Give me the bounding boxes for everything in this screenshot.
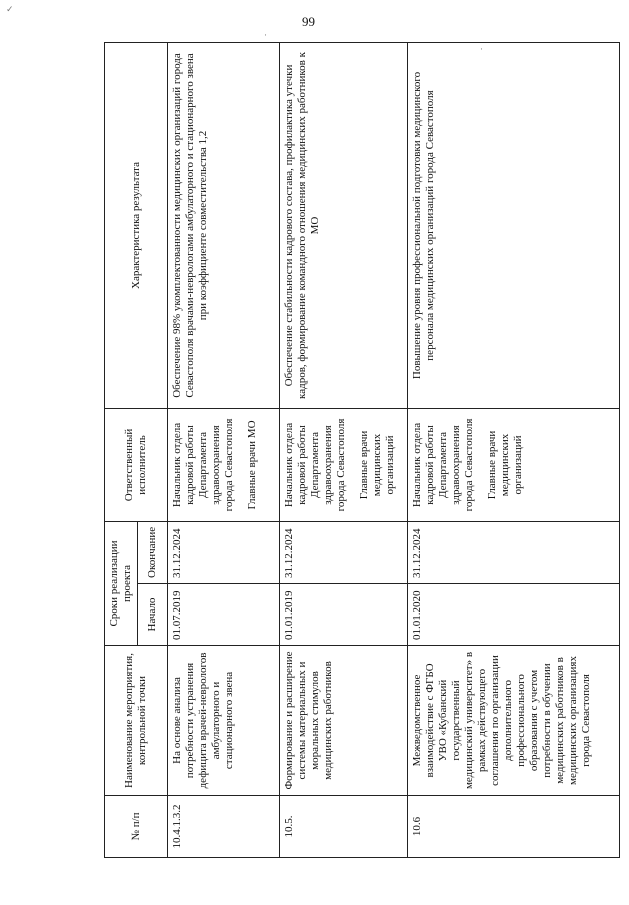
rotated-page-content xyxy=(104,43,614,858)
row-number: 10.6 xyxy=(408,796,620,858)
row-start: 01.07.2019 xyxy=(168,584,280,646)
header-period: Сроки реализации проекта xyxy=(105,521,138,645)
scan-mark: · xyxy=(480,44,483,54)
row-executor-extra: Главные врачи медицинских организаций xyxy=(486,430,524,500)
table-row xyxy=(280,42,408,857)
row-executor-main: Начальник отдела кадровой работы Департамента здравоохранения города Севастополя xyxy=(411,418,475,512)
row-executor xyxy=(408,408,620,521)
table-row xyxy=(168,42,280,857)
row-number: 10.5. xyxy=(280,796,408,858)
header-start: Начало xyxy=(138,584,168,646)
row-start: 01.01.2020 xyxy=(408,584,620,646)
header-executor: Ответственный исполнитель xyxy=(105,408,168,521)
row-executor-extra: Главные врачи МО xyxy=(246,420,258,510)
row-number: 10.4.1.3.2 xyxy=(168,796,280,858)
row-end: 31.12.2024 xyxy=(280,521,408,583)
header-number: № п/п xyxy=(105,796,168,858)
header-result: Характеристика результата xyxy=(105,42,168,408)
table-header-row xyxy=(105,42,138,857)
table-row xyxy=(408,42,620,857)
row-result: Обеспечение 98% укомплектованности медицинских организаций города Севастополя врачами-неврологами амбулаторного и стационарного звена при коэффициенте совместительства 1,2 xyxy=(168,42,280,408)
row-executor xyxy=(280,408,408,521)
scan-mark: ✓ xyxy=(6,4,14,14)
row-start: 01.01.2019 xyxy=(280,584,408,646)
header-end: Окончание xyxy=(138,521,168,583)
project-plan-table xyxy=(104,42,620,858)
row-end: 31.12.2024 xyxy=(168,521,280,583)
row-name: Формирование и расширение системы материальных и моральных стимулов медицинских работников xyxy=(280,646,408,796)
row-executor-extra: Главные врачи медицинских организаций xyxy=(358,430,396,500)
row-executor xyxy=(168,408,280,521)
page-number: 99 xyxy=(302,14,315,29)
scan-mark: · xyxy=(264,30,267,40)
row-name: Межведомственное взаимодействие с ФГБО УВО «Кубанский государственный медицинский университет» в рамках действующего соглашения по организации дополнительного профессионального образования с учетом потребности в обучении медицинских работников в медицинских организациях города Севастополя xyxy=(408,646,620,796)
row-executor-main: Начальник отдела кадровой работы Департамента здравоохранения города Севастополя xyxy=(171,418,235,512)
row-result: Обеспечение стабильности кадрового состава, профилактика утечки кадров, формирование командного отношения медицинских работников к МО xyxy=(280,42,408,408)
row-name: На основе анализа потребности устранения дефицита врачей-неврологов амбулаторного и стационарного звена xyxy=(168,646,280,796)
row-executor-main: Начальник отдела кадровой работы Департамента здравоохранения города Севастополя xyxy=(283,418,347,512)
row-result: Повышение уровня профессиональной подготовки медицинского персонала медицинских организаций города Севастополя xyxy=(408,42,620,408)
header-name: Наименование мероприятия, контрольной точки xyxy=(105,646,168,796)
row-end: 31.12.2024 xyxy=(408,521,620,583)
